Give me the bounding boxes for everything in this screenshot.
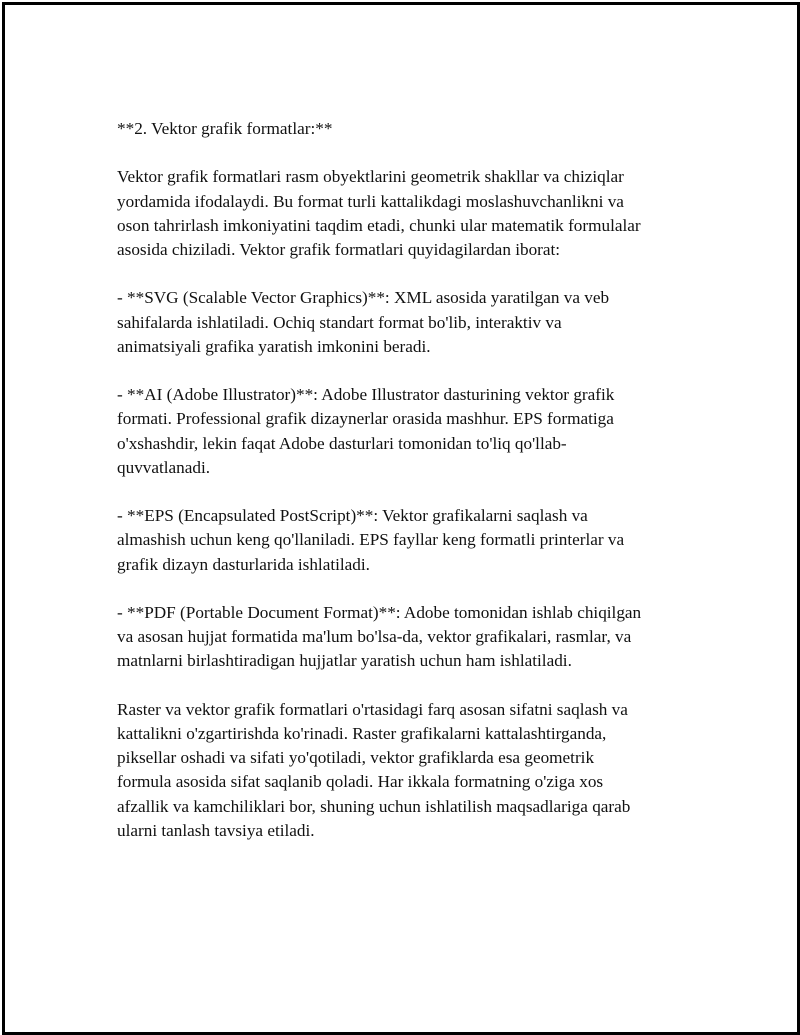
document-body	[117, 117, 707, 867]
list-item-pdf: - **PDF (Portable Document Format)**: Adobe tomonidan ishlab chiqilgan va asosan hujjat formatida ma'lum bo'lsa-da, vektor grafikalari, rasmlar, va matnlarni birlashtiradigan hujjatlar yaratish uchun ham ishlatiladi.	[117, 602, 642, 671]
intro-paragraph: Vektor grafik formatlari rasm obyektlarini geometrik shakllar va chiziqlar yordamida ifodalaydi. Bu format turli kattalikdagi moslashuvchanlikni va oson tahrirlash imkoniyatini taqdim etadi, chunki ular matematik formulalar asosida chiziladi. Vektor grafik formatlari quyidagilardan iborat:	[117, 167, 641, 259]
section-heading: **2. Vektor grafik formatlar:**	[117, 119, 333, 138]
list-item-svg: - **SVG (Scalable Vector Graphics)**: XML asosida yaratilgan va veb sahifalarda ishlatiladi. Ochiq standart format bo'lib, interaktiv va animatsiyali grafika yaratish imkonini beradi.	[117, 288, 610, 356]
list-item-ai: - **AI (Adobe Illustrator)**: Adobe Illustrator dasturining vektor grafik formati. Professional grafik dizaynerlar orasida mashhur. EPS formatiga o'xshashdir, lekin faqat Adobe dasturlari tomonidan to'liq qo'llab- quvvatlanadi.	[117, 385, 615, 477]
conclusion-paragraph: Raster va vektor grafik formatlari o'rtasidagi farq asosan sifatni saqlash va kattalikni o'zgartirishda ko'rinadi. Raster grafikalarni kattalashtirganda, piksellar oshadi va sifati yo'qotiladi, vektor grafiklarda esa geometrik formula asosida sifat saqlanib qoladi. Har ikkala formatning o'ziga xos afzallik va kamchiliklari bor, shuning uchun ishlatilish maqsadlariga qarab ularni tanlash tavsiya etiladi.	[117, 699, 631, 840]
list-item-eps: - **EPS (Encapsulated PostScript)**: Vektor grafikalarni saqlash va almashish uchun keng qo'llaniladi. EPS fayllar keng formatli printerlar va grafik dizayn dasturlarida ishlatiladi.	[117, 506, 625, 574]
